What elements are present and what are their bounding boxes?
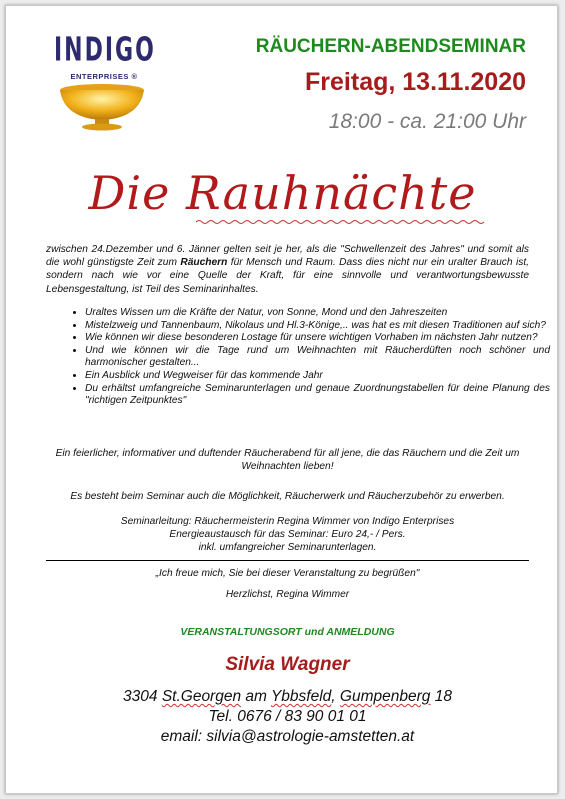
purchase-note: Es besteht beim Seminar auch die Möglichkeit, Räucherwerk und Räucherzubehör zu erwerben. xyxy=(70,491,505,502)
list-item: • Du erhältst umfangreiche Seminarunterlagen und genaue Zuordnungstabellen für deine Planung des "richtigen Zeitpunktes" xyxy=(85,383,550,408)
closing-quote: „Ich freue mich, Sie bei dieser Veranstaltung zu begrüßen" xyxy=(155,568,420,579)
venue-phone: Tel. 0676 / 83 90 01 01 xyxy=(208,708,367,725)
list-item: • Und wie können wir die Tage rund um Weihnachten mit Räucherdüften noch schöner und harmonischer gestalten... xyxy=(85,345,550,370)
divider xyxy=(46,560,529,561)
spellcheck-squiggle xyxy=(196,219,486,225)
indigo-logo xyxy=(48,32,158,132)
document-page xyxy=(5,5,558,794)
venue-address: 3304 St.Georgen am Ybbsfeld, Gumpenberg 18 xyxy=(123,688,452,705)
list-item: • Mistelzweig und Tannenbaum, Nikolaus und Hl.3-Könige,.. was hat es mit diesen Traditionen auf sich? xyxy=(85,320,550,333)
topics-list xyxy=(64,307,550,408)
intro-text-1: zwischen 24.Dezember und 6. Jänner gelten seit je her, als die "Schwellenzeit des Jahres" und somit als die wohl günstigste Zeit zum xyxy=(46,244,529,269)
venue-heading: VERANSTALTUNGSORT und ANMELDUNG xyxy=(180,626,395,638)
event-type-heading: RÄUCHERN-ABENDSEMINAR xyxy=(255,36,526,57)
closing-signoff: Herzlichst, Regina Wimmer xyxy=(225,589,350,600)
seminar-fee: Energieaustausch für das Seminar: Euro 24,- / Pers. xyxy=(169,529,406,540)
page-title: Die Rauhnächte xyxy=(88,166,477,220)
evening-description: Ein feierlicher, informativer und duftender Räucherabend für all jene, die das Räuchern und die Zeit um Weihnachten lieben! xyxy=(55,448,520,473)
intro-bold: Räuchern xyxy=(180,257,228,269)
logo-name: INDIGO xyxy=(54,32,156,70)
event-date: Freitag, 13.11.2020 xyxy=(305,68,526,96)
intro-text-2: für Mensch und Raum. Dass dies nicht nur ein uralter Brauch ist, sondern nach wie vor eine Quelle der Kraft, für eine sinnvolle und verantwortungsbewusste Lebensgestaltung, ist Teil des Seminarinhaltes. xyxy=(46,257,529,295)
event-time: 18:00 - ca. 21:00 Uhr xyxy=(328,110,526,133)
list-item: • Wie können wir diese besonderen Lostage für unsere wichtigen Vorhaben im nächsten Jahr nutzen? xyxy=(85,332,550,345)
intro-paragraph xyxy=(46,243,529,296)
seminar-leader: Seminarleitung: Räuchermeisterin Regina Wimmer von Indigo Enterprises xyxy=(120,516,455,527)
list-item: • Ein Ausblick und Wegweiser für das kommende Jahr xyxy=(85,370,550,383)
venue-contact-name: Silvia Wagner xyxy=(225,654,350,675)
venue-email[interactable]: email: silvia@astrologie-amstetten.at xyxy=(160,728,415,745)
seminar-includes: inkl. umfangreicher Seminarunterlagen. xyxy=(198,542,377,553)
list-item: • Uraltes Wissen um die Kräfte der Natur, von Sonne, Mond und den Jahreszeiten xyxy=(85,307,550,320)
logo-subtitle: ENTERPRISES ® xyxy=(70,72,138,81)
